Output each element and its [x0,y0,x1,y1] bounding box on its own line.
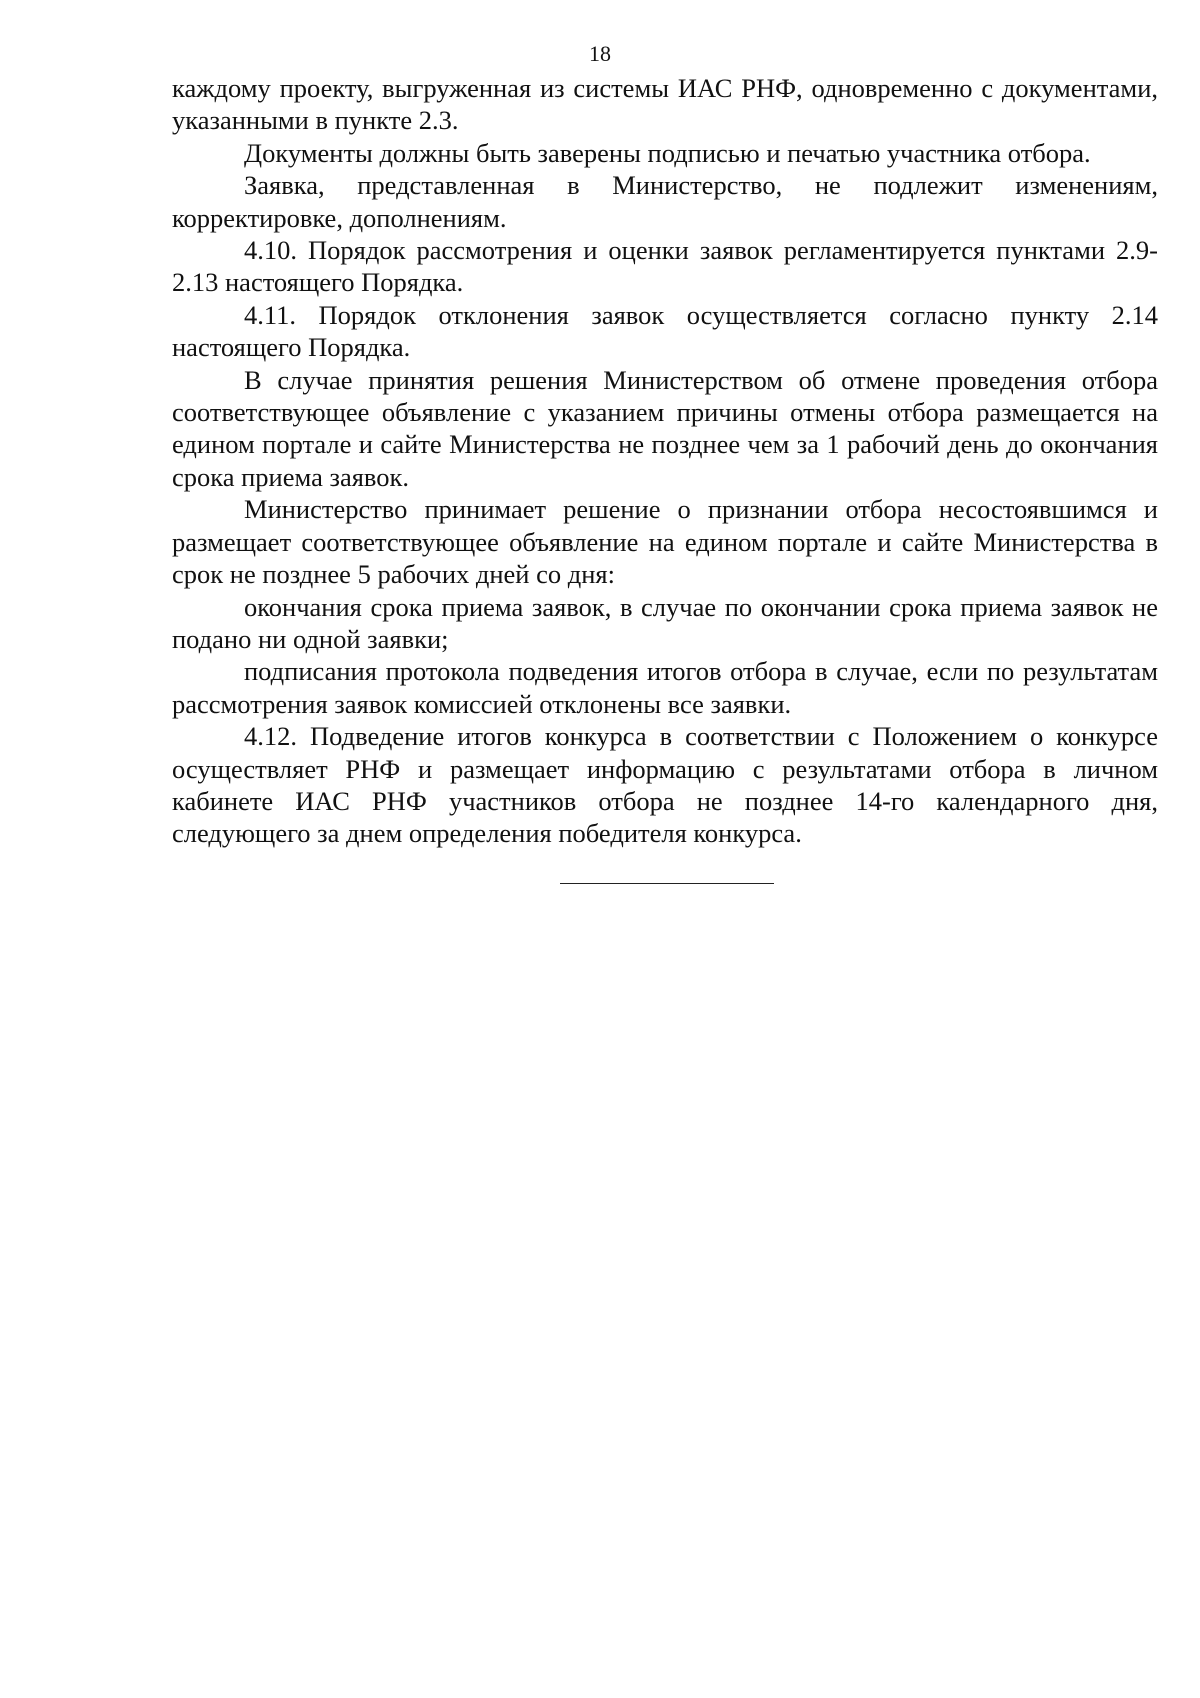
document-body [172,72,1158,850]
paragraph-4-12: 4.12. Подведение итогов конкурса в соответствии с Положением о конкурсе осуществляет РНФ и размещает информацию с результатами отбора в личном кабинете ИАС РНФ участников отбора не позднее 14-го календарного дня, следующего за днем определения победителя конкурса. [172,721,1158,849]
paragraph-4-10: 4.10. Порядок рассмотрения и оценки заявок регламентируется пунктами 2.9-2.13 настоящего Порядка. [172,235,1158,298]
paragraph-continuation: каждому проекту, выгруженная из системы ИАС РНФ, одновременно с документами, указанными в пункте 2.3. [172,73,1158,136]
paragraph-case-all-rejected: подписания протокола подведения итогов отбора в случае, если по результатам рассмотрения заявок комиссией отклонены все заявки. [172,656,1158,719]
page-number: 18 [589,41,611,66]
end-of-document-rule [560,883,774,884]
paragraph-case-no-applications: окончания срока приема заявок, в случае по окончании срока приема заявок не подано ни одной заявки; [172,591,1158,654]
paragraph-application-immutable: Заявка, представленная в Министерство, не подлежит изменениям, корректировке, дополнениям. [172,170,1158,233]
paragraph-4-11: 4.11. Порядок отклонения заявок осуществляется согласно пункту 2.14 настоящего Порядка. [172,299,1158,363]
paragraph-failed-selection: Министерство принимает решение о признании отбора несостоявшимся и размещает соответствующее объявление на едином портале и сайте Министерства в срок не позднее 5 рабочих дней со дня: [172,494,1158,590]
paragraph-documents-certification: Документы должны быть заверены подписью и печатью участника отбора. [244,137,1091,168]
paragraph-cancellation: В случае принятия решения Министерством об отмене проведения отбора соответствующее объявление с указанием причины отмены отбора размещается на едином портале и сайте Министерства не позднее чем за 1 рабочий день до окончания срока приема заявок. [172,364,1158,492]
